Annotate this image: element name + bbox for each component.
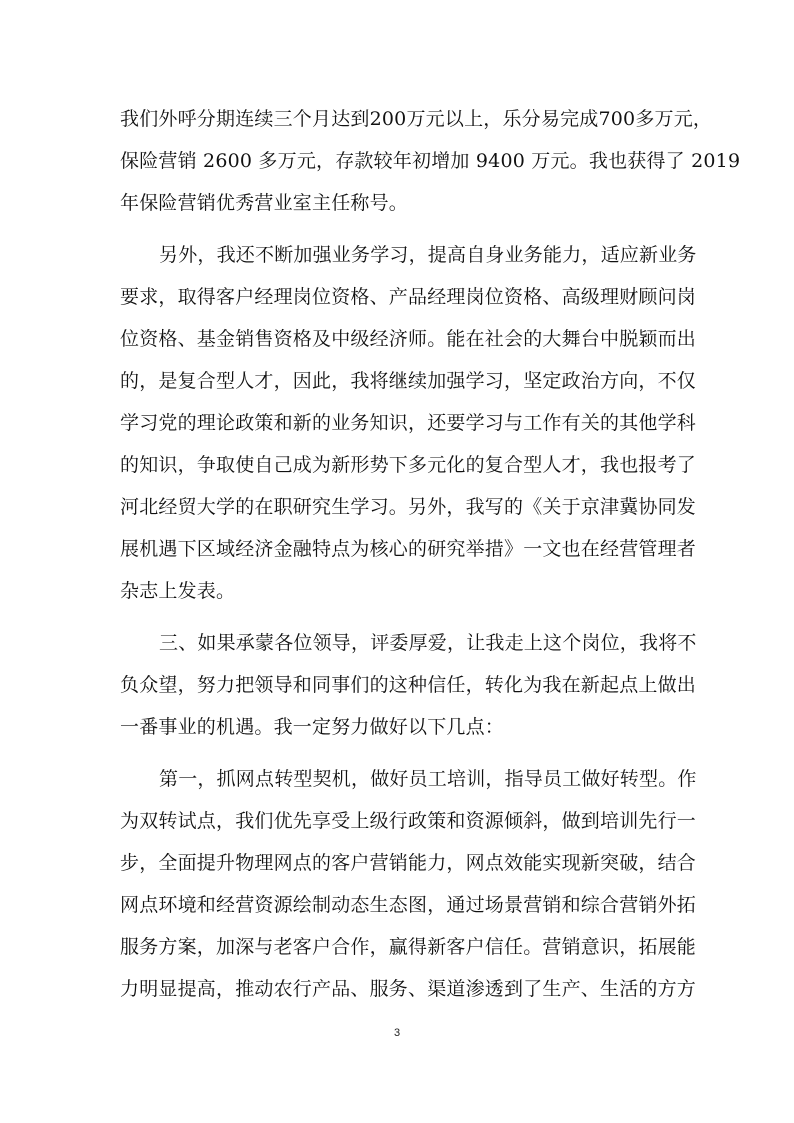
text-line: 学习党的理论政策和新的业务知识，还要学习与工作有关的其他学科 <box>120 412 697 434</box>
text-line: 一番事业的机遇。我一定努力做好以下几点： <box>120 716 505 738</box>
text-line: 河北经贸大学的在职研究生学习。另外，我写的《关于京津冀协同发 <box>120 496 697 518</box>
text-line: 保险营销 2600 多万元，存款较年初增加 9400 万元。我也获得了 2019 <box>120 150 741 172</box>
text-line: 力明显提高，推动农行产品、服务、渠道渗透到了生产、生活的方方 <box>120 978 697 1000</box>
text-line: 年保险营销优秀营业室主任称号。 <box>120 192 409 214</box>
page-number: 3 <box>393 1027 401 1039</box>
text-line: 为双转试点，我们优先享受上级行政策和资源倾斜，做到培训先行一 <box>120 810 697 832</box>
text-line: 杂志上发表。 <box>120 580 236 602</box>
text-line: 展机遇下区域经济金融特点为核心的研究举措》一文也在经营管理者 <box>120 538 697 560</box>
text-line: 要求，取得客户经理岗位资格、产品经理岗位资格、高级理财顾问岗 <box>120 286 697 308</box>
text-line: 负众望，努力把领导和同事们的这种信任，转化为我在新起点上做出 <box>120 674 697 696</box>
text-line: 位资格、基金销售资格及中级经济师。能在社会的大舞台中脱颖而出 <box>120 328 697 350</box>
text-line: 步，全面提升物理网点的客户营销能力，网点效能实现新突破，结合 <box>120 852 697 874</box>
text-line: 另外，我还不断加强业务学习，提高自身业务能力，适应新业务 <box>159 244 697 266</box>
text-line: 网点环境和经营资源绘制动态生态图，通过场景营销和综合营销外拓 <box>120 894 697 916</box>
text-line: 我们外呼分期连续三个月达到200万元以上，乐分易完成700多万元， <box>120 108 713 130</box>
text-line: 三、如果承蒙各位领导，评委厚爱，让我走上这个岗位，我将不 <box>159 632 697 654</box>
text-line: 的知识，争取使自己成为新形势下多元化的复合型人才，我也报考了 <box>120 454 697 476</box>
text-line: 第一，抓网点转型契机，做好员工培训，指导员工做好转型。作 <box>159 768 697 790</box>
text-line: 服务方案，加深与老客户合作，赢得新客户信任。营销意识，拓展能 <box>120 936 697 958</box>
text-line: 的，是复合型人才，因此，我将继续加强学习，坚定政治方向，不仅 <box>120 370 697 392</box>
